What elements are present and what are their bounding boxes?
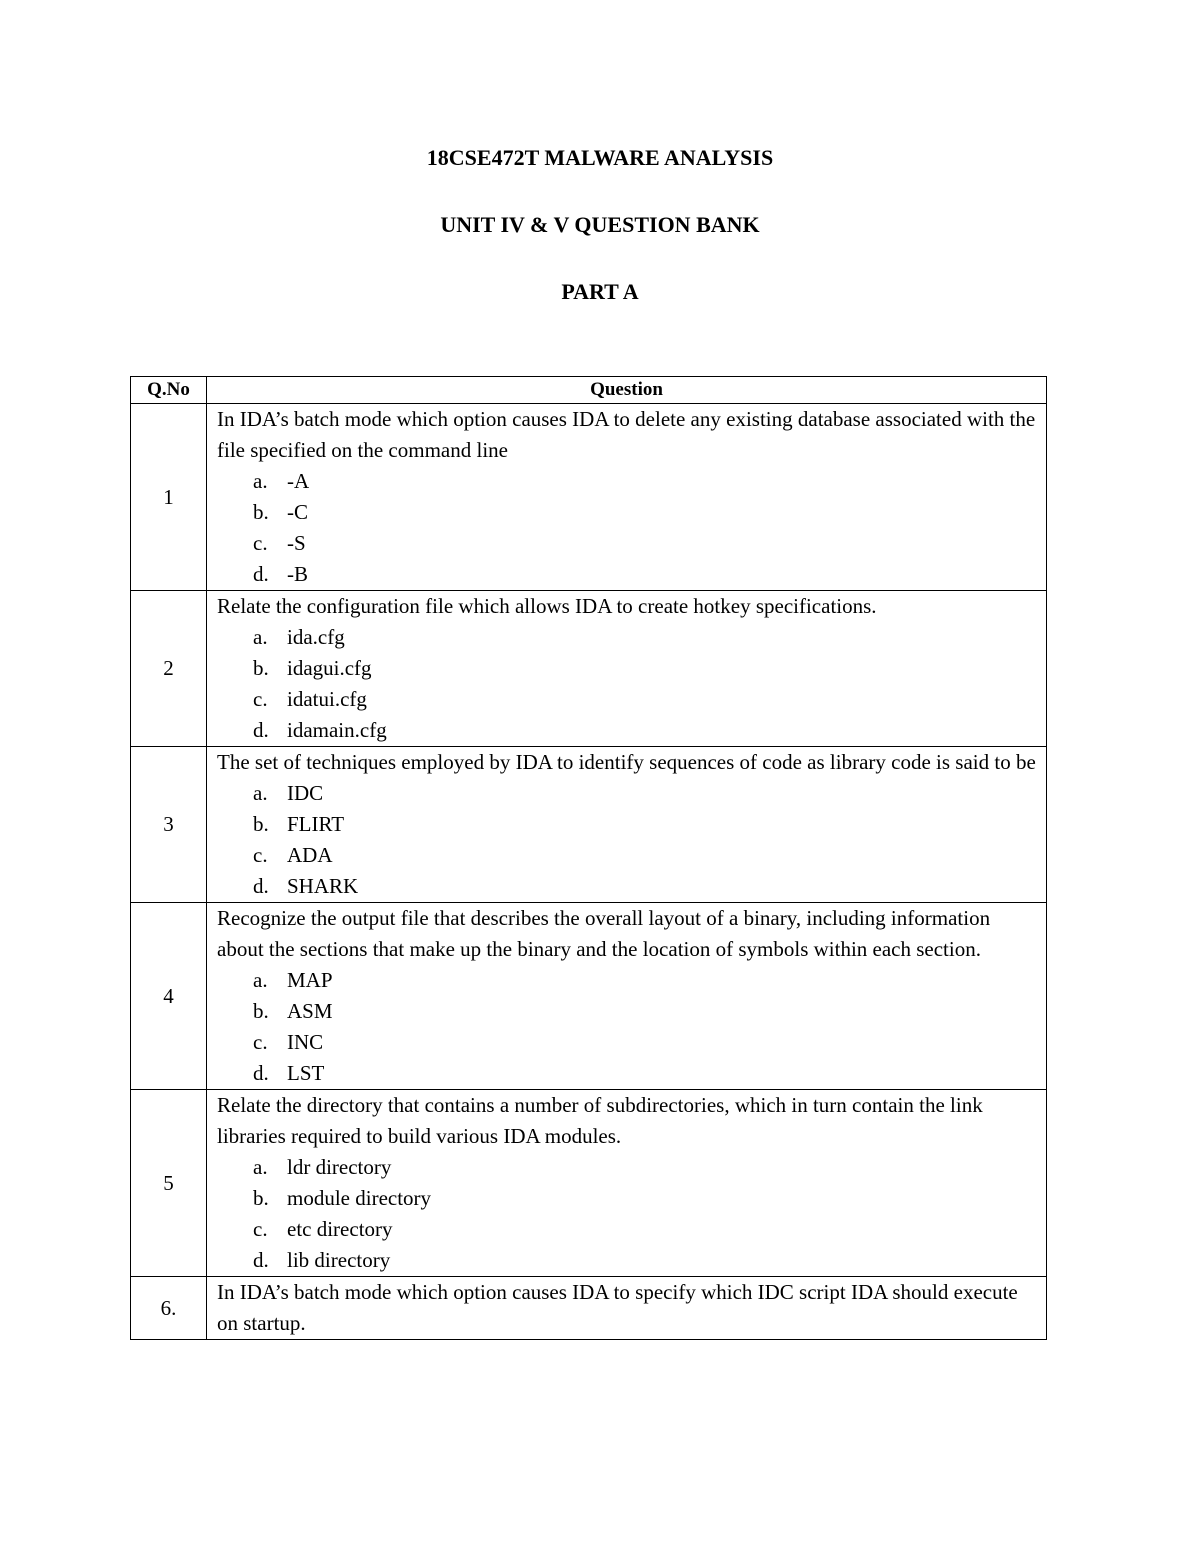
- question-number: 4: [131, 903, 207, 1090]
- option-text: IDC: [287, 781, 324, 805]
- table-row: [131, 903, 1047, 1090]
- part-heading: PART A: [561, 279, 639, 304]
- option-letter: d.: [253, 718, 269, 742]
- option-letter: d.: [253, 562, 269, 586]
- option-letter: a.: [253, 781, 268, 805]
- option-letter: c.: [253, 843, 268, 867]
- question-text: In IDA’s batch mode which option causes IDA to delete any existing database associated with the file specified on the command line: [217, 407, 1036, 462]
- answer-option: [217, 466, 1038, 497]
- option-letter: b.: [253, 812, 269, 836]
- question-text: Recognize the output file that describes the overall layout of a binary, including information about the sections that make up the binary and the location of symbols within each section.: [217, 906, 991, 961]
- option-letter: c.: [253, 687, 268, 711]
- option-text: SHARK: [287, 874, 359, 898]
- question-text: In IDA’s batch mode which option causes IDA to specify which IDC script IDA should execute on startup.: [217, 1280, 1018, 1335]
- table-header-row: [131, 377, 1047, 404]
- option-text: lib directory: [287, 1248, 391, 1272]
- question-number: 5: [131, 1090, 207, 1277]
- answer-option: [217, 871, 1038, 902]
- question-text: Relate the configuration file which allows IDA to create hotkey specifications.: [217, 594, 877, 618]
- option-text: -S: [287, 531, 306, 555]
- question-cell: [207, 1090, 1047, 1277]
- answer-options: [217, 1152, 1038, 1276]
- option-letter: b.: [253, 656, 269, 680]
- option-text: ADA: [287, 843, 333, 867]
- question-cell: [207, 747, 1047, 903]
- option-letter: d.: [253, 1248, 269, 1272]
- option-text: idamain.cfg: [287, 718, 387, 742]
- option-text: idagui.cfg: [287, 656, 372, 680]
- answer-option: [217, 996, 1038, 1027]
- question-rows: [131, 404, 1047, 1340]
- table-row: [131, 747, 1047, 903]
- answer-option: [217, 1152, 1038, 1183]
- option-letter: d.: [253, 874, 269, 898]
- table-row: [131, 1277, 1047, 1340]
- option-text: idatui.cfg: [287, 687, 367, 711]
- option-text: ldr directory: [287, 1155, 392, 1179]
- answer-options: [217, 965, 1038, 1089]
- option-letter: c.: [253, 531, 268, 555]
- answer-options: [217, 622, 1038, 746]
- option-letter: c.: [253, 1030, 268, 1054]
- option-text: module directory: [287, 1186, 432, 1210]
- question-bank-table: [130, 376, 1047, 1340]
- answer-option: [217, 778, 1038, 809]
- option-letter: b.: [253, 999, 269, 1023]
- header-question: Question: [207, 377, 1047, 404]
- answer-option: [217, 653, 1038, 684]
- option-text: FLIRT: [287, 812, 345, 836]
- option-letter: a.: [253, 968, 268, 992]
- question-text: The set of techniques employed by IDA to identify sequences of code as library code is said to be: [217, 750, 1036, 774]
- question-text: Relate the directory that contains a number of subdirectories, which in turn contain the link libraries required to build various IDA modules.: [217, 1093, 983, 1148]
- option-letter: a.: [253, 1155, 268, 1179]
- answer-options: [217, 778, 1038, 902]
- answer-options: [217, 466, 1038, 590]
- answer-option: [217, 684, 1038, 715]
- answer-option: [217, 622, 1038, 653]
- question-number: 1: [131, 404, 207, 591]
- option-letter: d.: [253, 1061, 269, 1085]
- document-title: 18CSE472T MALWARE ANALYSIS: [426, 145, 774, 170]
- answer-option: [217, 1027, 1038, 1058]
- option-text: ASM: [287, 999, 333, 1023]
- answer-option: [217, 809, 1038, 840]
- option-letter: c.: [253, 1217, 268, 1241]
- question-cell: [207, 903, 1047, 1090]
- question-number: 6.: [131, 1277, 207, 1340]
- header-qno: Q.No: [131, 377, 207, 404]
- question-cell: [207, 591, 1047, 747]
- option-letter: b.: [253, 1186, 269, 1210]
- table-row: [131, 1090, 1047, 1277]
- option-letter: b.: [253, 500, 269, 524]
- answer-option: [217, 559, 1038, 590]
- answer-option: [217, 1245, 1038, 1276]
- document-subtitle: UNIT IV & V QUESTION BANK: [440, 212, 760, 237]
- option-text: -C: [287, 500, 308, 524]
- option-letter: a.: [253, 625, 268, 649]
- answer-option: [217, 715, 1038, 746]
- question-number: 2: [131, 591, 207, 747]
- table-row: [131, 404, 1047, 591]
- option-text: -A: [287, 469, 310, 493]
- answer-option: [217, 528, 1038, 559]
- table-row: [131, 591, 1047, 747]
- answer-option: [217, 1183, 1038, 1214]
- option-text: LST: [287, 1061, 325, 1085]
- option-text: -B: [287, 562, 308, 586]
- question-number: 3: [131, 747, 207, 903]
- option-text: ida.cfg: [287, 625, 345, 649]
- answer-option: [217, 965, 1038, 996]
- option-text: MAP: [287, 968, 333, 992]
- option-text: INC: [287, 1030, 324, 1054]
- option-text: etc directory: [287, 1217, 393, 1241]
- question-cell: [207, 1277, 1047, 1340]
- answer-option: [217, 840, 1038, 871]
- answer-option: [217, 1214, 1038, 1245]
- answer-option: [217, 497, 1038, 528]
- option-letter: a.: [253, 469, 268, 493]
- question-cell: [207, 404, 1047, 591]
- answer-option: [217, 1058, 1038, 1089]
